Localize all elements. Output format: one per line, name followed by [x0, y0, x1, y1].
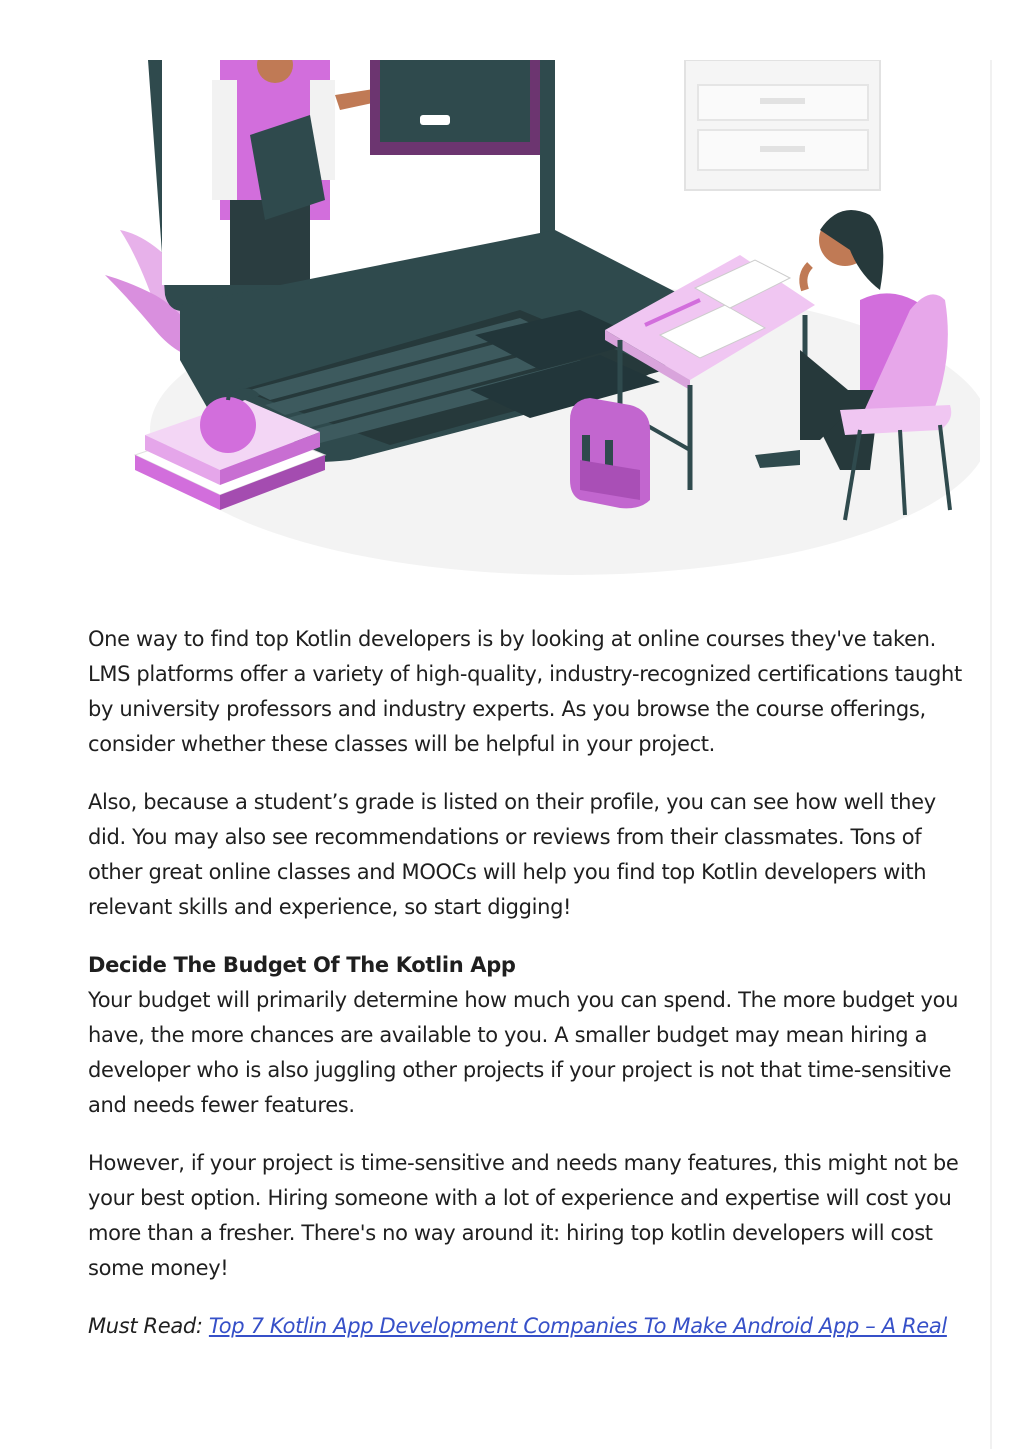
must-read-label: Must Read:: [88, 1314, 209, 1338]
must-read-line: [88, 1309, 978, 1344]
must-read-link[interactable]: Top 7 Kotlin App Development Companies To Make Android App – A Real: [208, 1314, 947, 1338]
page-edge-divider: [990, 60, 992, 1449]
section-heading-budget: Decide The Budget Of The Kotlin App: [88, 953, 516, 977]
blackboard-icon: [370, 60, 540, 155]
online-learning-illustration: [100, 60, 980, 580]
paragraph-time-sensitive: However, if your project is time-sensitive and needs many features, this might not be your best option. Hiring someone with a lot of experience and expertise will cost you more than a fresher. There's no way around it: hiring top kotlin developers will cost some money!: [88, 1151, 959, 1280]
article-body: [88, 622, 978, 1367]
cabinet-icon: [685, 60, 880, 190]
paragraph-student-grades: Also, because a student’s grade is listed on their profile, you can see how well they did. You may also see recommendations or reviews from their classmates. Tons of other great online classes and MOOCs will help you find top Kotlin developers with relevant skills and experience, so start digging!: [88, 790, 936, 919]
paragraph-online-courses: One way to find top Kotlin developers is by looking at online courses they've taken. LMS platforms offer a variety of high-quality, industry-recognized certifications taught by university professors and industry experts. As you browse the course offerings, consider whether these classes will be helpful in your project.: [88, 627, 962, 756]
backpack-icon: [570, 398, 650, 508]
paragraph-budget: Your budget will primarily determine how much you can spend. The more budget you have, the more chances are available to you. A smaller budget may mean hiring a developer who is also juggling other projects if your project is not that time-sensitive and needs fewer features.: [88, 988, 959, 1117]
